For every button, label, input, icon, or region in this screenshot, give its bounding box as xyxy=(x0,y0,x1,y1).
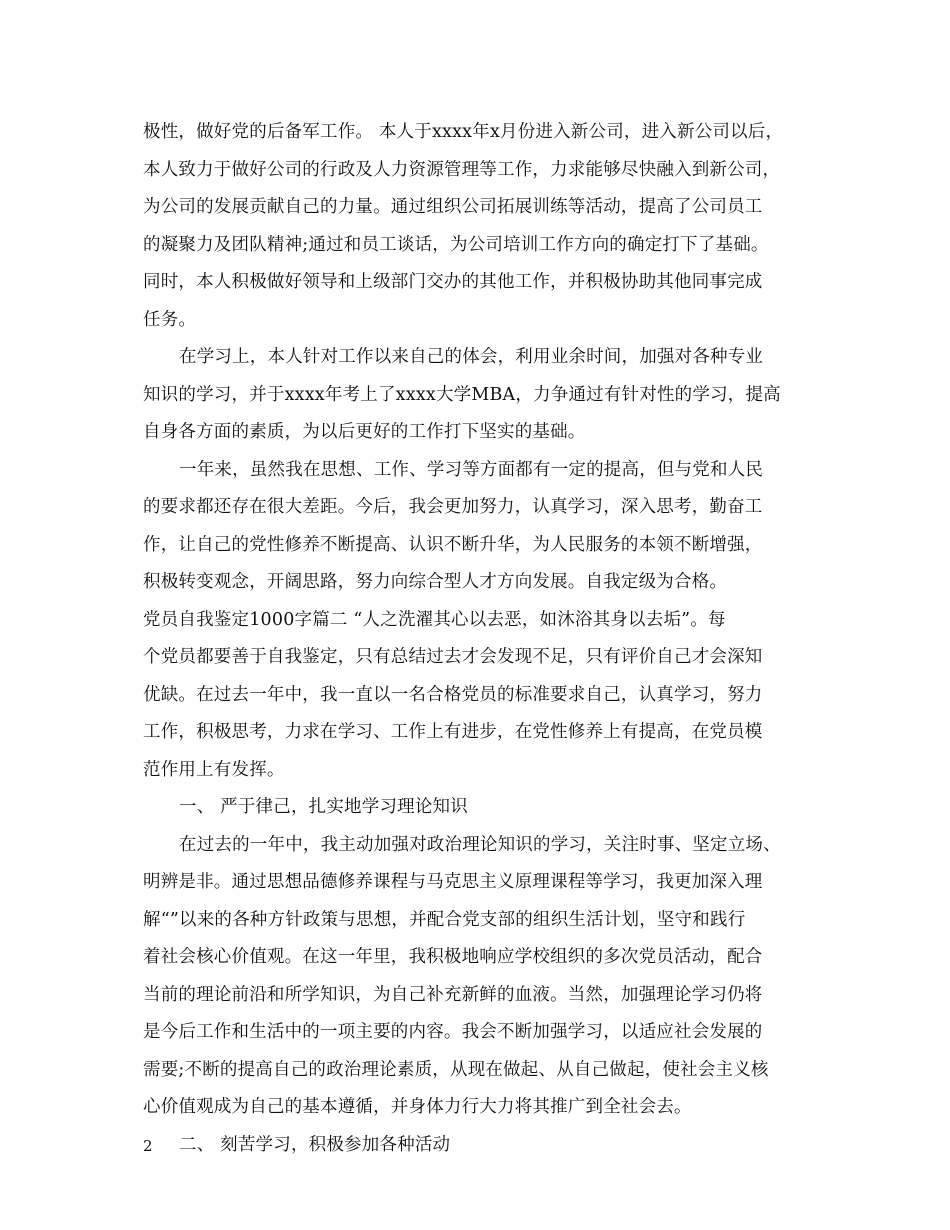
text-line: 任务。 xyxy=(143,309,197,330)
text-line: 解“”以来的各种方针政策与思想，并配合党支部的组织生活计划，坚守和践行 xyxy=(143,909,746,930)
text-line: 为公司的发展贡献自己的力量。通过组织公司拓展训练等活动，提高了公司员工 xyxy=(143,197,763,217)
text-line: 作，让自己的党性修养不断提高、认识不断升华，为人民服务的本领不断增强， xyxy=(143,534,763,555)
text-line: 个党员都要善于自我鉴定，只有总结过去才会发现不足，只有评价自己才会深知 xyxy=(143,647,763,667)
page-number: 2 xyxy=(143,1137,153,1155)
text-line: 当前的理论前沿和所学知识，为自己补充新鲜的血液。当然，加强理论学习仍将 xyxy=(143,984,763,1005)
text-line: 优缺。在过去一年中，我一直以一名合格党员的标准要求自己，认真学习，努力 xyxy=(143,684,763,705)
paragraph-start-line: 在学习上，本人针对工作以来自己的体会，利用业余时间，加强对各种专业 xyxy=(179,347,764,367)
text-line: 知识的学习，并于xxxx年考上了xxxx大学MBA，力争通过有针对性的学习，提高 xyxy=(143,384,781,405)
text-line: 着社会核心价值观。在这一年里，我积极地响应学校组织的多次党员活动，配合 xyxy=(143,947,763,967)
text-line: 工作，积极思考，力求在学习、工作上有进步，在党性修养上有提高，在党员模 xyxy=(143,722,763,742)
text-line: 范作用上有发挥。 xyxy=(143,759,285,780)
document-body xyxy=(143,114,815,1164)
text-line: 的要求都还存在很大差距。今后，我会更加努力，认真学习，深入思考，勤奋工 xyxy=(143,497,763,517)
paragraph-start-line: 在过去的一年中，我主动加强对政治理论知识的学习，关注时事、坚定立场、 xyxy=(179,834,781,855)
text-line: 是今后工作和生活中的一项主要的内容。我会不断加强学习，以适应社会发展的 xyxy=(143,1022,763,1042)
text-line: 需要;不断的提高自己的政治理论素质，从现在做起、从自己做起，使社会主义核 xyxy=(143,1059,769,1080)
text-line: 积极转变观念，开阔思路，努力向综合型人才方向发展。自我定级为合格。 xyxy=(143,572,728,592)
text-line: 极性，做好党的后备军工作。 本人于xxxx年x月份进入新公司，进入新公司以后， xyxy=(143,122,784,142)
text-line: 自身各方面的素质，为以后更好的工作打下坚实的基础。 xyxy=(143,422,586,442)
text-line: 明辨是非。通过思想品德修养课程与马克思主义原理课程等学习，我更加深入理 xyxy=(143,872,763,892)
text-line: 本人致力于做好公司的行政及人力资源管理等工作，力求能够尽快融入到新公司， xyxy=(143,159,781,180)
section-heading-line: 党员自我鉴定1000字篇二 “人之洗濯其心以去恶，如沐浴其身以去垢”。每 xyxy=(143,609,726,630)
text-line: 心价值观成为自己的基本遵循，并身体力行大力将其推广到全社会去。 xyxy=(143,1097,692,1117)
subsection-heading: 二、 刻苦学习，积极参加各种活动 xyxy=(179,1134,451,1155)
subsection-heading: 一、 严于律己，扎实地学习理论知识 xyxy=(179,797,468,817)
text-line: 的凝聚力及团队精神;通过和员工谈话，为公司培训工作方向的确定打下了基础。 xyxy=(143,234,769,255)
paragraph-start-line: 一年来，虽然我在思想、工作、学习等方面都有一定的提高，但与党和人民 xyxy=(179,459,764,480)
text-line: 同时，本人积极做好领导和上级部门交办的其他工作，并积极协助其他同事完成 xyxy=(143,272,763,292)
